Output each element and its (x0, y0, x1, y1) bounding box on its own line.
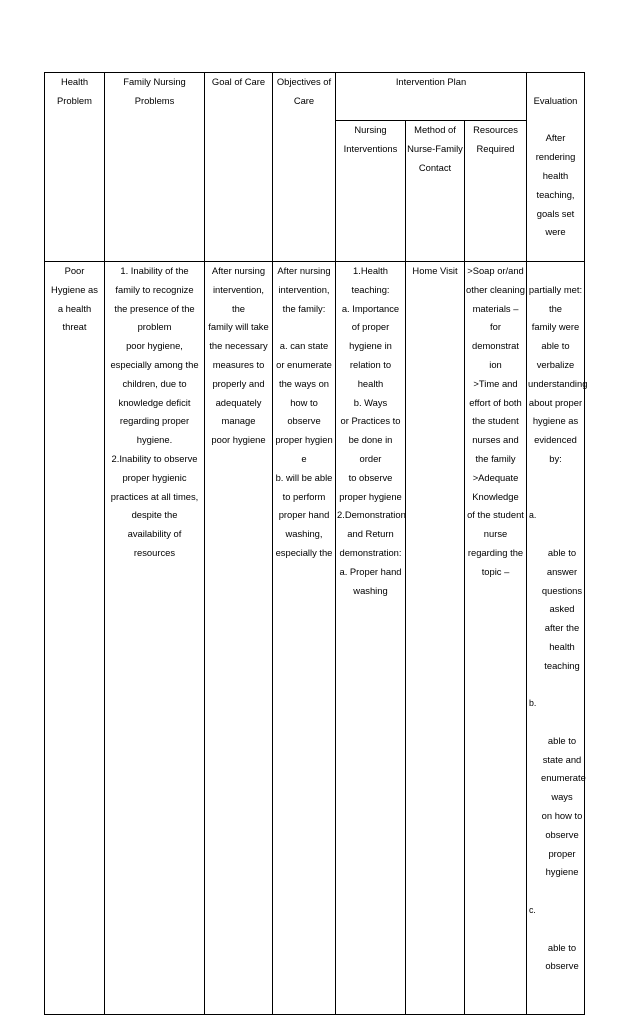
cell-goal-of-care: After nursing intervention, the family will take the necessary measures to properly and adequately manage poor hygiene (205, 261, 273, 1014)
header-row (45, 73, 585, 121)
header-evaluation-cell (527, 73, 585, 262)
evaluation-intro-top: After rendering health teaching, goals set were (535, 132, 576, 238)
evaluation-item (528, 901, 583, 976)
header-health-problem: Health Problem (45, 73, 105, 262)
cell-family-nursing-problems: 1. Inability of the family to recognize the presence of the problem poor hygiene, especially among the children, due to knowledge deficit regarding proper hygiene. 2.Inability to observe proper hygienic practices at all times, despite the availability of resources (105, 261, 205, 1014)
header-method-of-contact: Method of Nurse-Family Contact (406, 121, 465, 262)
evaluation-item-text: able to answer questions asked after the health teaching (541, 546, 583, 671)
cell-health-problem: Poor Hygiene as a health threat (45, 261, 105, 1014)
evaluation-item-text: able to observe (545, 941, 579, 972)
evaluation-item-text: able to state and enumerate ways on how to observe proper hygiene (541, 734, 586, 878)
cell-evaluation (527, 261, 588, 1014)
cell-resources-required: >Soap or/and other cleaning materials – for demonstrat ion >Time and effort of both the student nurses and the family >Adequate Knowledge of the student nurse regarding the topic – (465, 261, 527, 1014)
header-intervention-plan: Intervention Plan (336, 73, 527, 121)
header-family-nursing-problems: Family Nursing Problems (105, 73, 205, 262)
evaluation-item (528, 694, 586, 882)
header-goal-of-care: Goal of Care (205, 73, 273, 262)
evaluation-intro-rest: partially met: the family were able to verbalize understanding about proper hygiene as evidenced by: (528, 283, 588, 464)
evaluation-item-marker: b. (529, 698, 537, 709)
header-evaluation: Evaluation (533, 94, 578, 106)
header-nursing-interventions: Nursing Interventions (336, 121, 406, 262)
cell-method-of-contact: Home Visit (406, 261, 465, 1014)
cell-nursing-interventions: 1.Health teaching: a. Importance of proper hygiene in relation to health b. Ways or Practices to be done in order to observe proper hygiene 2.Demonstration and Return demonstration: a. Proper hand washing (336, 261, 406, 1014)
header-resources-required: Resources Required (465, 121, 527, 262)
care-plan-row (45, 261, 585, 1014)
evaluation-item-marker: a. (529, 510, 537, 521)
header-objectives-of-care: Objectives of Care (273, 73, 336, 262)
cell-objectives-of-care: After nursing intervention, the family: a. can state or enumerate the ways on how to observe proper hygien e b. will be able to perform proper hand washing, especially the (273, 261, 336, 1014)
evaluation-list (528, 488, 586, 996)
family-nursing-care-plan-table (44, 72, 588, 1015)
evaluation-item (528, 506, 583, 675)
evaluation-item-marker: c. (529, 905, 536, 916)
